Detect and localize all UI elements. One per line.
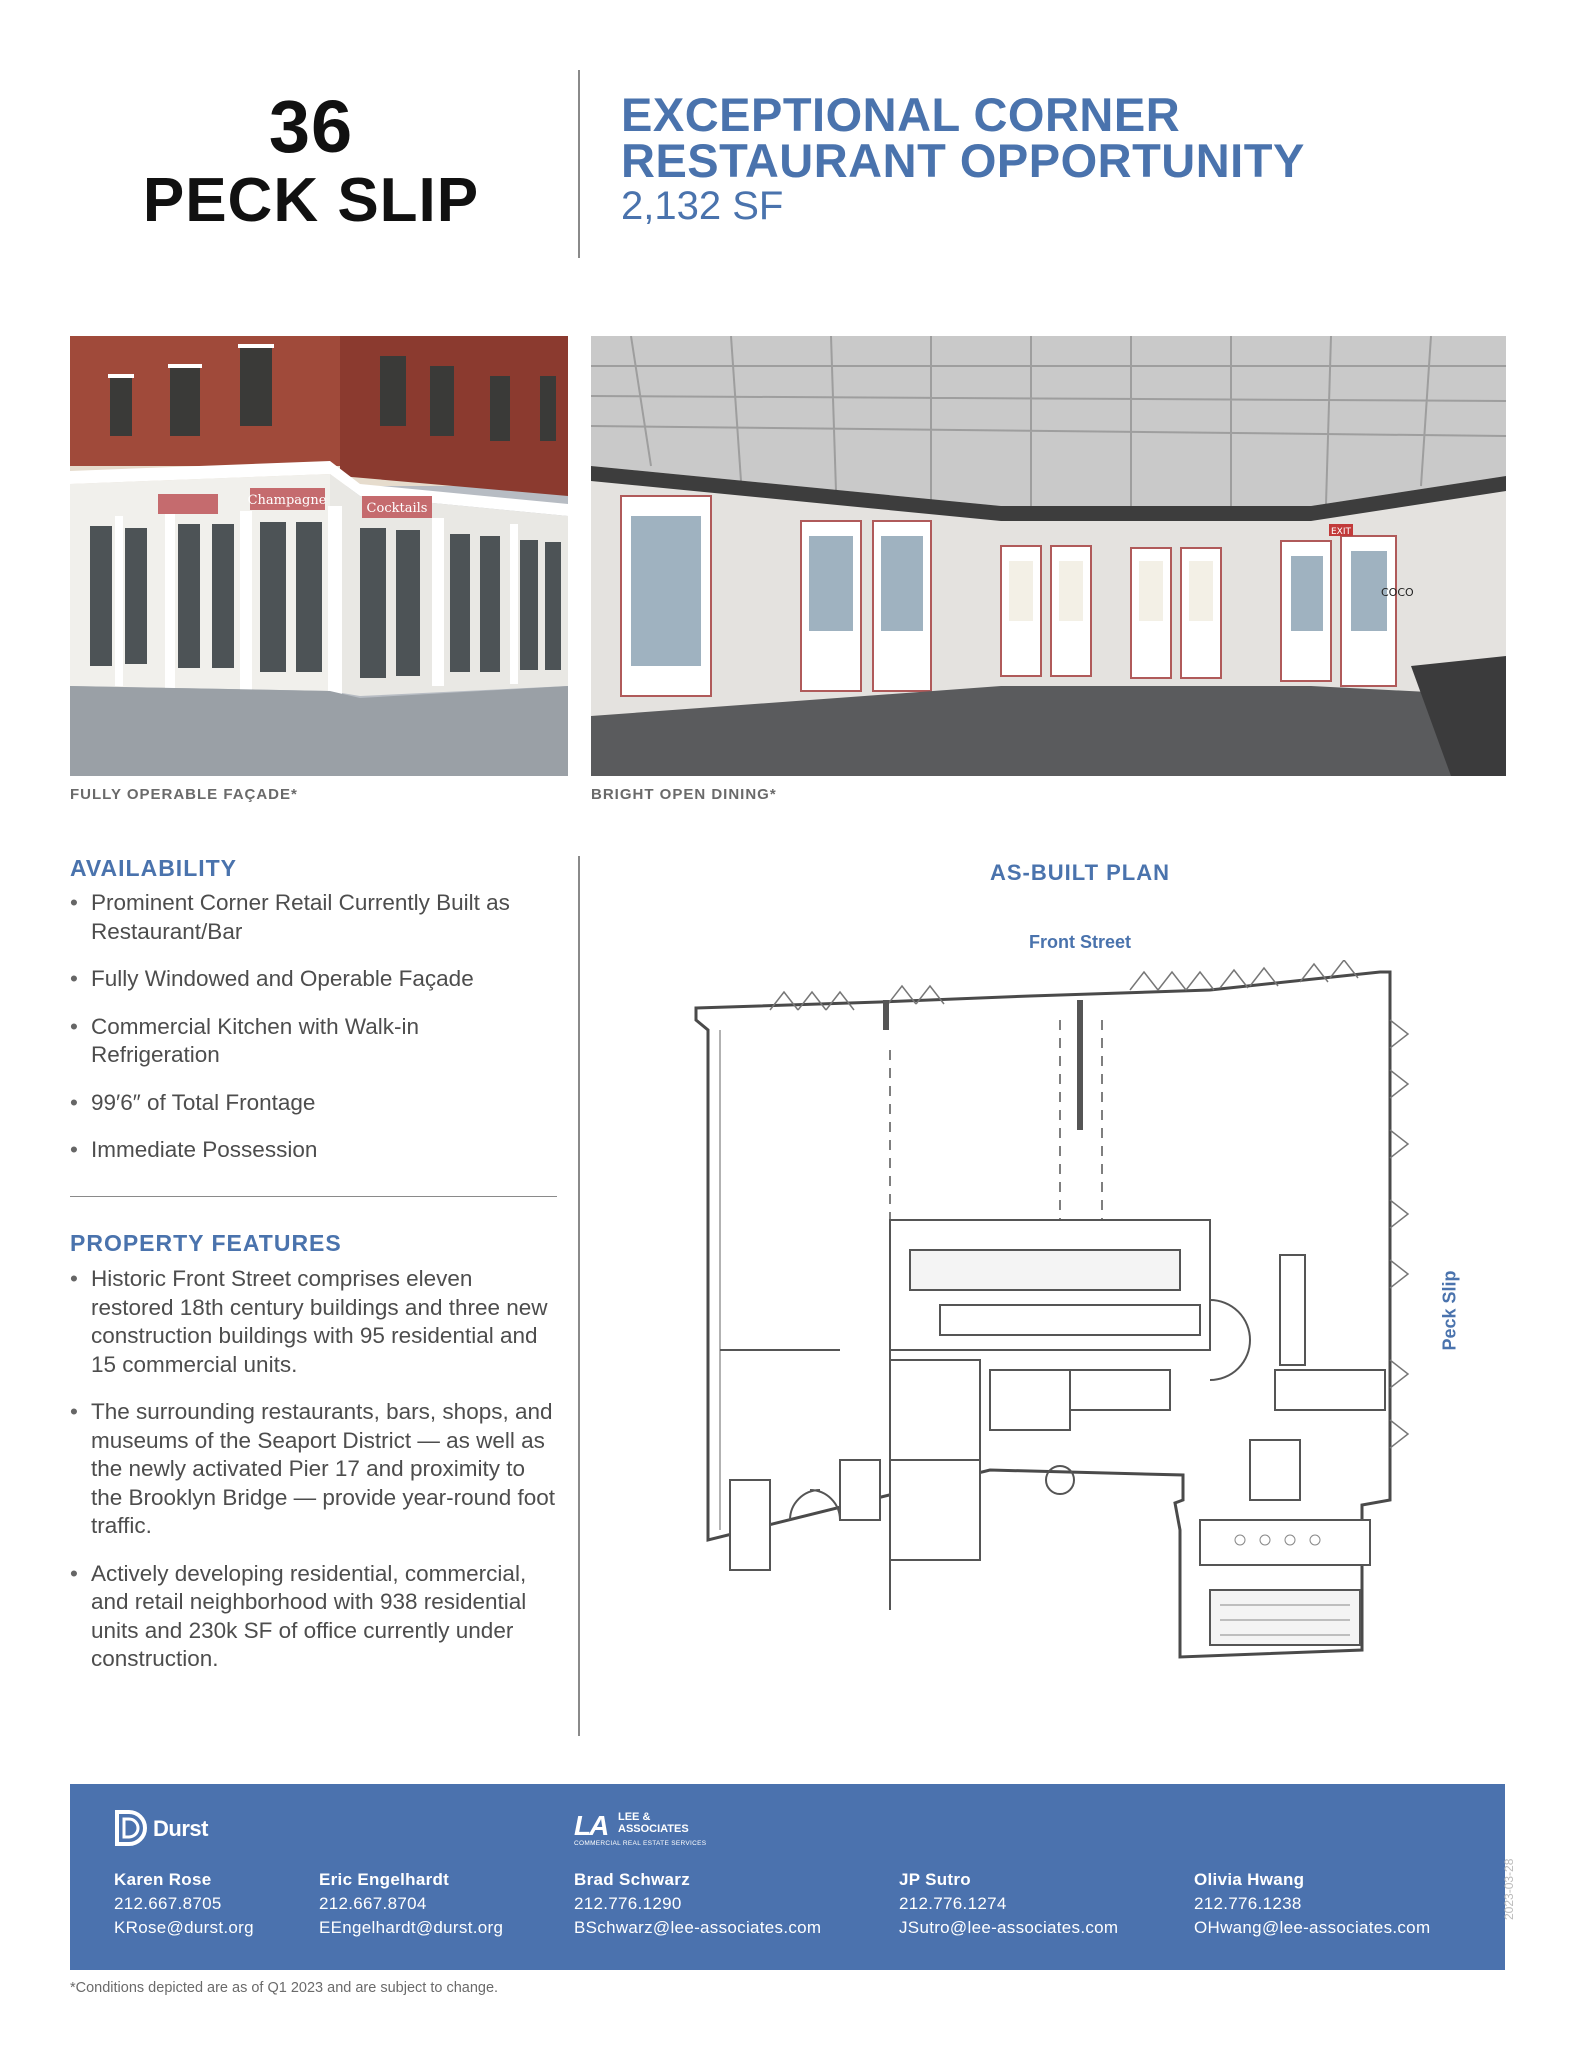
contact-card [574,1868,821,1940]
header-divider [578,70,580,258]
contact-name: Brad Schwarz [574,1870,691,1889]
durst-logo-text: Durst [153,1816,208,1841]
contact-phone[interactable]: 212.776.1238 [1194,1894,1302,1913]
svg-text:COCO: COCO [1381,586,1414,599]
contact-email[interactable]: BSchwarz@lee-associates.com [574,1918,822,1937]
date-stamp: 2023-03-28 [1502,1858,1516,1920]
availability-heading: AVAILABILITY [70,855,238,881]
contact-card [1194,1868,1430,1940]
lee-associates-logo [574,1808,734,1852]
contact-name: Olivia Hwang [1194,1870,1305,1889]
contact-email[interactable]: JSutro@lee-associates.com [899,1918,1119,1937]
contact-card [319,1868,503,1940]
disclaimer: *Conditions depicted are as of Q1 2023 and are subject to change. [70,1980,499,1996]
contact-card [899,1868,1118,1940]
dining-caption: BRIGHT OPEN DINING* [591,786,777,803]
plan-title: AS-BUILT PLAN [989,860,1171,885]
contact-email[interactable]: OHwang@lee-associates.com [1194,1918,1431,1937]
contact-footer [70,1784,1505,1970]
dining-photo [591,336,1506,776]
contact-name: Karen Rose [114,1870,212,1889]
headline-line-1: EXCEPTIONAL CORNER [621,88,1181,141]
list-item: • Actively developing residential, commercial, and retail neighborhood with 938 residential units and 230k SF of office currently under construction. [70,1560,560,1674]
lee-mark-icon: LA [574,1810,608,1841]
list-item: • Immediate Possession [70,1136,560,1165]
svg-text:Champagne: Champagne [247,493,327,508]
column-divider [578,856,580,1736]
svg-text:Cocktails: Cocktails [366,501,428,516]
svg-text:EXIT: EXIT [1330,527,1352,537]
facade-photo [70,336,568,776]
lee-logo-line-2: ASSOCIATES [618,1823,689,1835]
address-street: PECK SLIP [142,166,480,235]
durst-logo [113,1808,213,1852]
features-heading: PROPERTY FEATURES [70,1230,342,1256]
headline [621,88,1305,187]
features-list [70,1265,560,1693]
floor-plan [690,960,1420,1665]
list-item: • Commercial Kitchen with Walk-in Refrigeration [70,1013,431,1070]
address-number: 36 [268,85,354,168]
contact-email[interactable]: KRose@durst.org [114,1918,254,1937]
list-item: • Historic Front Street comprises eleven restored 18th century buildings and three new construction buildings with 95 residential and 15 commercial units. [70,1265,560,1379]
contact-phone[interactable]: 212.776.1290 [574,1894,682,1913]
contact-name: JP Sutro [899,1870,971,1889]
front-street-label: Front Street [1028,932,1131,952]
contact-phone[interactable]: 212.667.8705 [114,1894,222,1913]
contact-phone[interactable]: 212.776.1274 [899,1894,1007,1913]
list-item: • The surrounding restaurants, bars, shops, and museums of the Seaport District — as well as the newly activated Pier 17 and proximity to the Brooklyn Bridge — provide year-round foot traffic. [70,1398,560,1541]
facade-caption: FULLY OPERABLE FAÇADE* [70,786,298,803]
contact-name: Eric Engelhardt [319,1870,450,1889]
headline-line-2: RESTAURANT OPPORTUNITY [621,134,1305,187]
square-footage: 2,132 SF [621,184,784,228]
availability-list [70,889,560,1184]
contact-phone[interactable]: 212.667.8704 [319,1894,427,1913]
contact-card [114,1868,254,1940]
section-divider [70,1196,557,1197]
contact-email[interactable]: EEngelhardt@durst.org [319,1918,504,1937]
list-item: • Fully Windowed and Operable Façade [70,965,560,994]
list-item: • Prominent Corner Retail Currently Built as Restaurant/Bar [70,889,511,946]
lee-logo-line-1: LEE & [618,1811,651,1823]
lee-logo-subtitle: COMMERCIAL REAL ESTATE SERVICES [574,1840,707,1847]
list-item: • 99′6″ of Total Frontage [70,1089,560,1118]
peck-slip-label: Peck Slip [1439,1270,1460,1351]
